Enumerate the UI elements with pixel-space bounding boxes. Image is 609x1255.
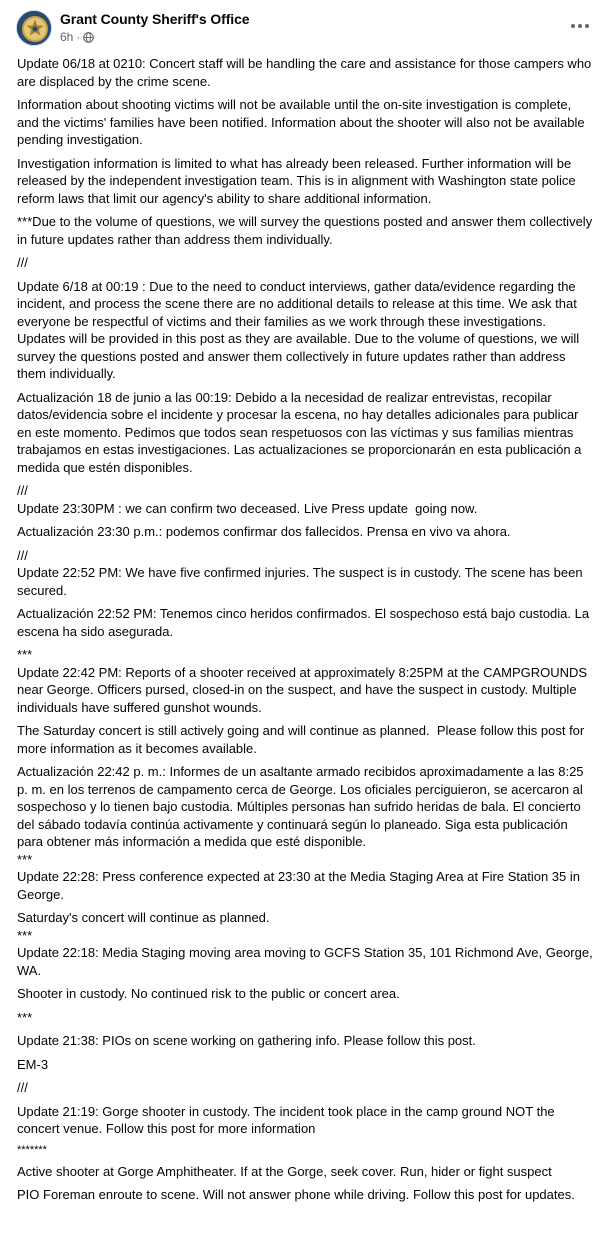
post-paragraph: The Saturday concert is still actively going and will continue as planned. Please follow this post for more information as it becomes available.: [17, 723, 588, 756]
post-paragraph: Saturday's concert will continue as planned. *** Update 22:18: Media Staging moving area moving to GCFS Station 35, 101 Richmond Ave, George, WA.: [17, 910, 593, 978]
meta-separator: ·: [76, 30, 81, 44]
globe-icon[interactable]: [83, 32, 94, 43]
post-paragraph: EM-3: [17, 1056, 49, 1072]
page-name-link[interactable]: Grant County Sheriff's Office: [60, 11, 250, 27]
post-separator: *******: [17, 1143, 47, 1156]
sheriff-star-badge-icon: [17, 11, 52, 46]
page-avatar[interactable]: [16, 10, 52, 46]
post-paragraph: Information about shooting victims will not be available until the on-site investigation is complete, and the victims' families have been notified. Information about the shooter will also not be available pending investigation.: [17, 97, 589, 147]
post-paragraph: Update 6/18 at 00:19 : Due to the need to conduct interviews, gather data/evidence regarding the incident, and process the scene there are no additional details to release at this time. We ask that everyone be respectful of victims and their families as we work through these investigations. Updates will be provided in this post as they are available. Due to the volume of questions, we will survey the questions posted and answer them collectively in future updates rather than address them individually.: [17, 278, 583, 381]
post-paragraph: Shooter in custody. No continued risk to the public or concert area.: [17, 986, 400, 1001]
post-paragraph: Actualización 22:52 PM: Tenemos cinco heridos confirmados. El sospechoso está bajo custodia. La escena ha sido asegurada.: [17, 606, 593, 639]
post-paragraph: Investigation information is limited to what has already been released. Further information will be released by the independent investigation team. This is in alignment with Washington state police reform laws that limit our agency's ability to share additional information.: [17, 155, 580, 206]
post-paragraph: *** Update 22:42 PM: Reports of a shooter received at approximately 8:25PM at the CAMPGROUNDS near George. Officers pursed, closed-in on the suspect, and have the suspect in custody. Multiple individuals have suffered gunshot wounds.: [17, 647, 588, 715]
post-separator: ///: [17, 255, 28, 270]
post-paragraph: Active shooter at Gorge Amphitheater. If at the Gorge, seek cover. Run, hider or fight suspect: [17, 1163, 552, 1179]
post-paragraph: /// Update 23:30PM : we can confirm two deceased. Live Press update going now.: [17, 483, 478, 516]
more-options-icon-dot: [571, 24, 575, 28]
post-header: [0, 0, 609, 52]
post-meta: [60, 30, 94, 44]
post-paragraph: Update 21:38: PIOs on scene working on gathering info. Please follow this post.: [17, 1033, 476, 1048]
post-paragraph: Update 06/18 at 0210: Concert staff will be handling the care and assistance for those campers who are displaced by the crime scene.: [17, 56, 595, 89]
more-options-icon-dot: [578, 24, 582, 28]
post-timestamp[interactable]: 6h: [60, 30, 74, 44]
post-paragraph: Update 21:19: Gorge shooter in custody. The incident took place in the camp ground NOT the concert venue. Follow this post for more information: [17, 1103, 559, 1136]
post-body: [17, 55, 596, 1204]
post-paragraph: /// Update 22:52 PM: We have five confirmed injuries. The suspect is in custody. The scene has been secured.: [17, 547, 583, 598]
post-paragraph: ***Due to the volume of questions, we will survey the questions posted and answer them collectively in future updates rather than address them individually.: [17, 214, 596, 247]
post-paragraph: Actualización 18 de junio a las 00:19: Debido a la necesidad de realizar entrevistas, recopilar datos/evidencia sobre el incidente y procesar la escena, no hay detalles adicionales para publicar en este momento. Pedimos que todos sean respetuosos con las víctimas y sus familias mientras trabajamos en estas investigaciones. Las actualizaciones se proporcionarán en esta publicación a medida que estén disponibles.: [17, 389, 586, 475]
post-paragraph: Actualización 23:30 p.m.: podemos confirmar dos fallecidos. Prensa en vivo va ahora.: [17, 524, 511, 539]
post-paragraph: PIO Foreman enroute to scene. Will not answer phone while driving. Follow this post for updates.: [17, 1187, 575, 1202]
post-paragraph: Actualización 22:42 p. m.: Informes de un asaltante armado recibidos aproximadamente a las 8:25 p. m. en los terrenos de campamento cerca de George. Los oficiales perciguieron, se acercaron al sospechoso y lo tienen bajo custodia. Múltiples personas han sufrido heridas de bala. El concierto del sábado todavía continúa activamente y continuará según lo planeado. Siga esta publicación para obtener más información a medida que esté disponible. *** Update 22:28: Press conference expected at 23:30 at the Media Staging Area at Fire Station 35 in George.: [17, 764, 584, 902]
post-separator: ***: [17, 1009, 33, 1025]
more-options-button[interactable]: [564, 14, 596, 38]
more-options-icon-dot: [585, 24, 589, 28]
post-separator: ///: [17, 1080, 28, 1095]
